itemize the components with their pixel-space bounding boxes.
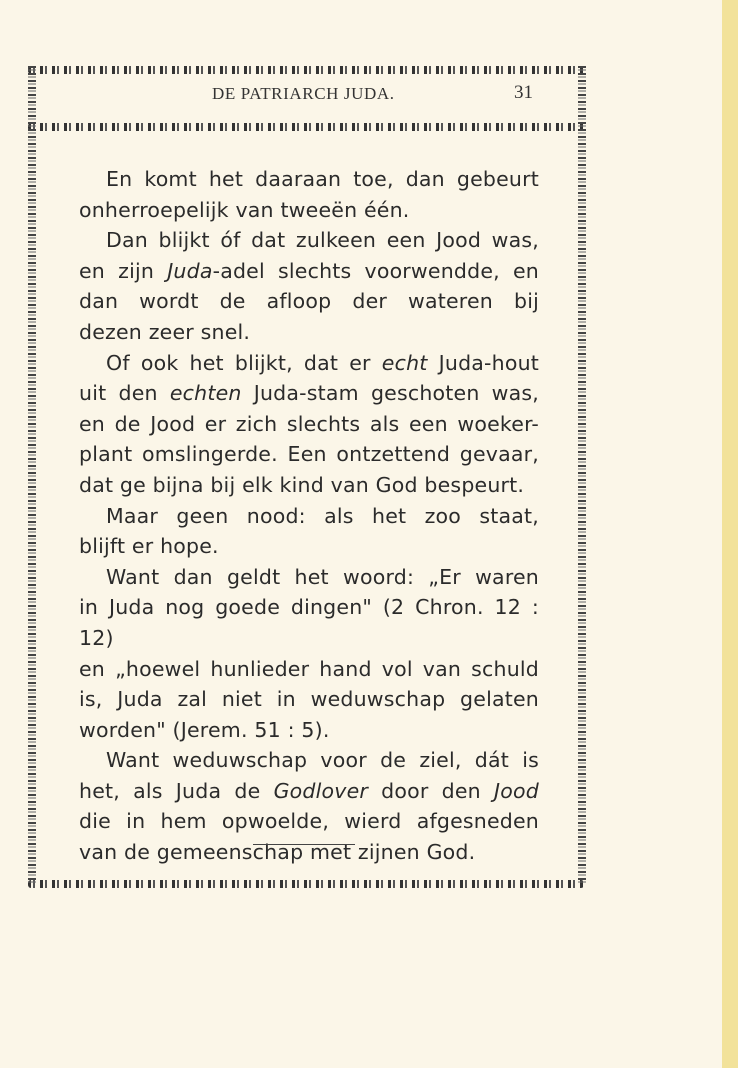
text-line: onherroepelijk van tweeën één. — [79, 197, 410, 222]
paragraph — [79, 348, 539, 501]
text-line: het, als Juda de Godlover door den Jood — [79, 778, 539, 803]
text-line: En komt het daaraan toe, dan gebeurt — [106, 167, 539, 191]
text-line: worden" (Jerem. 51 : 5). — [79, 717, 330, 742]
text-line: dan wordt de afloop der wateren bij — [79, 289, 539, 314]
text-line: Maar geen nood: als het zoo staat, — [106, 503, 539, 528]
closing-rule — [253, 844, 355, 845]
body-text — [79, 164, 539, 868]
italic-text: echt — [381, 350, 428, 375]
paragraph — [79, 745, 539, 867]
text-line: die in hem opwoelde, wierd afgesneden — [79, 809, 539, 834]
text-line: en „hoewel hunlieder hand vol van schuld — [79, 656, 539, 681]
paragraph — [79, 164, 539, 225]
text-line: blijft er hope. — [79, 534, 219, 559]
text-line: Dan blijkt óf dat zulkeen een Jood was, — [106, 228, 539, 253]
paragraph — [79, 501, 539, 562]
text-line: is, Juda zal niet in weduwschap gelaten — [79, 687, 539, 712]
italic-text: echten — [169, 381, 242, 406]
text-line: van de gemeenschap met zijnen God. — [79, 840, 476, 865]
text-line: Of ook het blijkt, dat er echt Juda-hout — [106, 350, 540, 375]
italic-text: Juda — [167, 258, 213, 283]
text-line: en de Jood er zich slechts als een woeker- — [79, 411, 539, 436]
text-line: Want weduwschap voor de ziel, dát is — [106, 748, 539, 773]
italic-text: Godlover — [273, 778, 369, 803]
text-line: dat ge bijna bij elk kind van God bespeurt. — [79, 472, 525, 497]
text-line: plant omslingerde. Een ontzettend gevaar, — [79, 442, 539, 467]
page-number: 31 — [514, 82, 533, 103]
running-head: DE PATRIARCH JUDA. — [212, 84, 395, 103]
top-ornament-border — [28, 66, 584, 74]
text-line: in Juda nog goede dingen" (2 Chron. 12 : 12) — [79, 595, 539, 650]
right-ornament-border — [578, 66, 586, 884]
page-edge — [722, 0, 738, 1068]
text-line: Want dan geldt het woord: „Er waren — [106, 564, 539, 589]
text-line: uit den echten Juda-stam geschoten was, — [79, 381, 539, 406]
header-ornament-border — [28, 123, 584, 131]
left-ornament-border — [28, 66, 36, 884]
paragraph — [79, 225, 539, 347]
bottom-ornament-border — [28, 880, 584, 888]
paragraph — [79, 562, 539, 746]
text-line: en zijn Juda-adel slechts voorwendde, en — [79, 258, 539, 283]
italic-text: Jood — [494, 778, 539, 803]
text-line: dezen zeer snel. — [79, 319, 251, 344]
